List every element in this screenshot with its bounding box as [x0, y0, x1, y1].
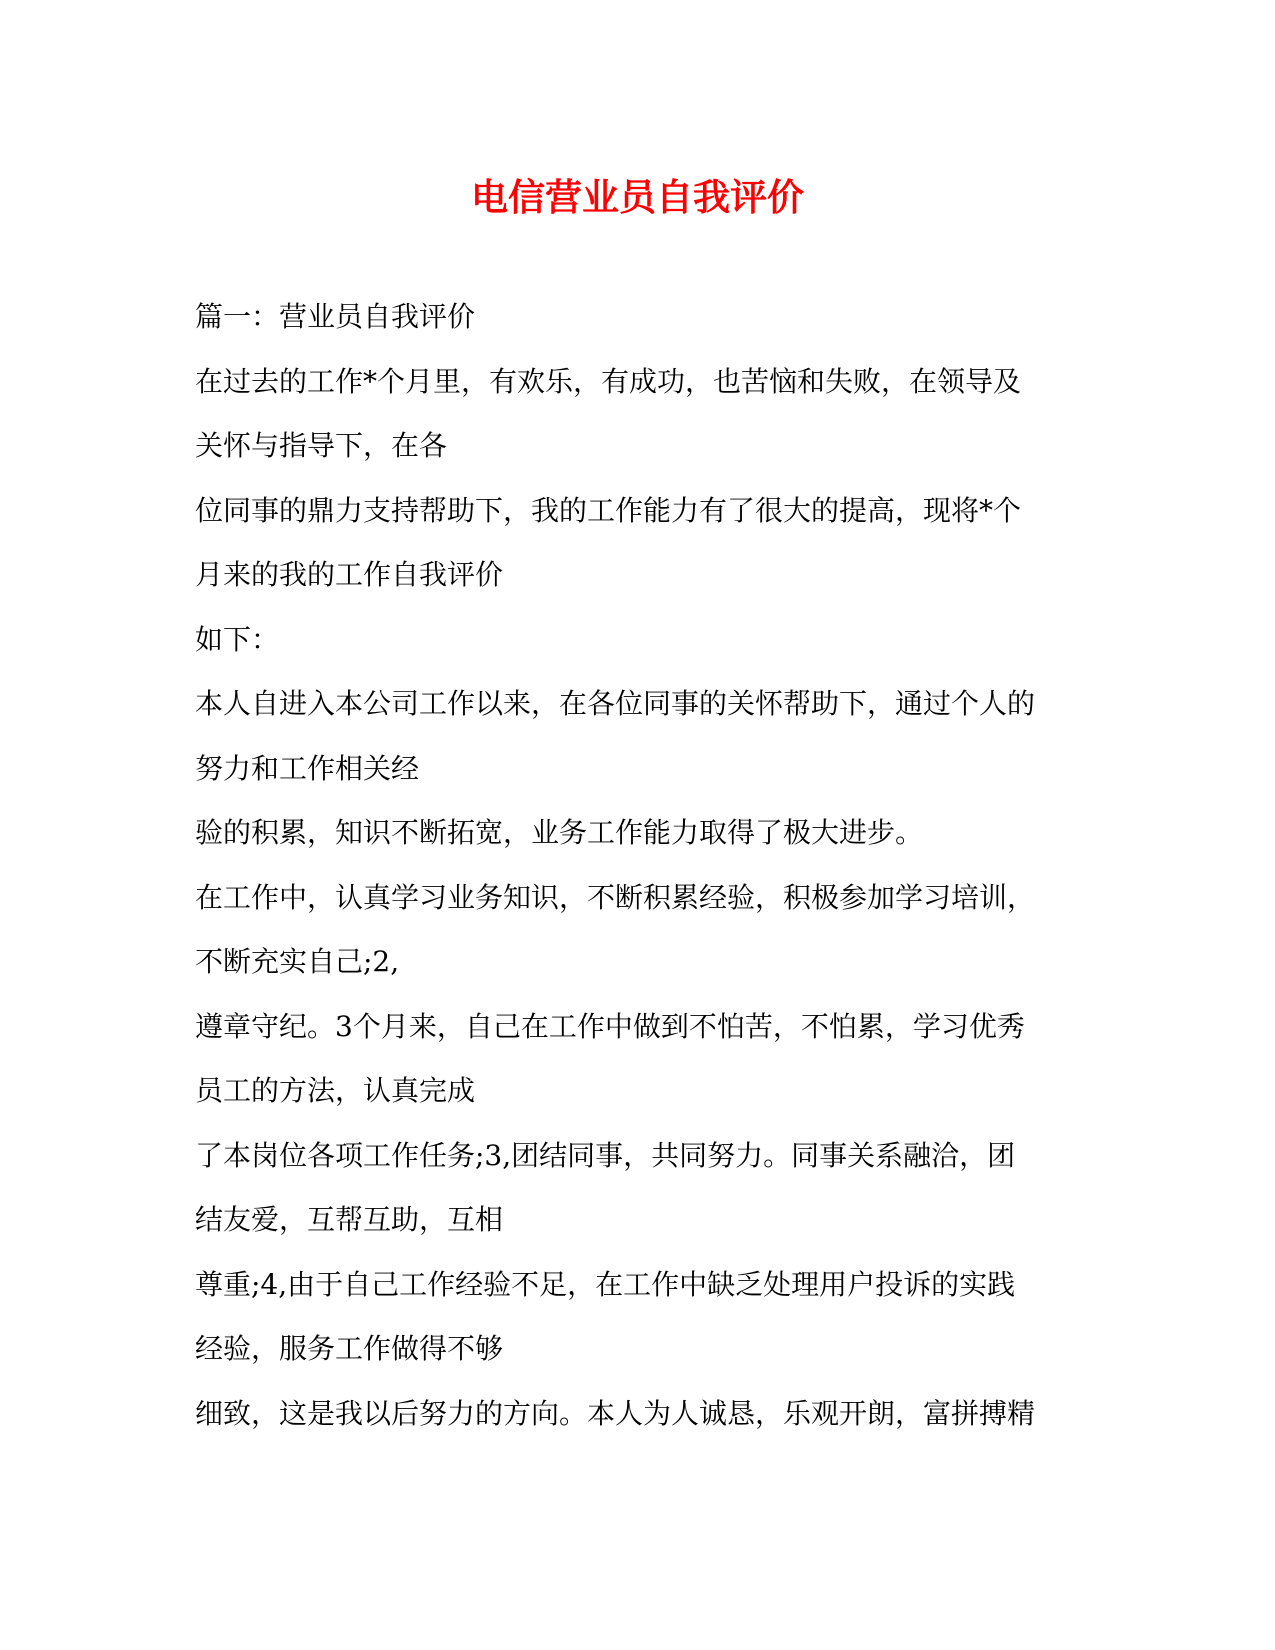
body-line: 结友爱，互帮互助，互相: [195, 1203, 504, 1236]
body-line: 如下：: [195, 622, 280, 656]
body-line: 关怀与指导下，在各: [195, 429, 448, 462]
body-line: 在工作中，认真学习业务知识，不断积累经验，积极参加学习培训，: [195, 880, 1036, 914]
body-line: 尊重;4,由于自己工作经验不足，在工作中缺乏处理用户投诉的实践: [195, 1267, 1016, 1301]
document-title: 电信营业员自我评价: [471, 175, 804, 219]
body-line: 不断充实自己;2,: [195, 945, 400, 978]
body-line: 位同事的鼎力支持帮助下，我的工作能力有了很大的提高，现将*个: [195, 493, 1022, 527]
body-line: 遵章守纪。3个月来，自己在工作中做到不怕苦，不怕累，学习优秀: [195, 1009, 1025, 1043]
body-line: 努力和工作相关经: [195, 751, 420, 785]
body-line: 本人自进入本公司工作以来，在各位同事的关怀帮助下，通过个人的: [195, 687, 1036, 720]
body-line: 篇一：营业员自我评价: [195, 300, 476, 333]
body-line: 在过去的工作*个月里，有欢乐，有成功，也苦恼和失败，在领导及: [195, 364, 1022, 398]
document-body: [195, 285, 1095, 1446]
body-line: 经验，服务工作做得不够: [195, 1332, 504, 1365]
body-line: 细致，这是我以后努力的方向。本人为人诚恳，乐观开朗，富拼搏精: [195, 1396, 1036, 1430]
body-line: 验的积累，知识不断拓宽，业务工作能力取得了极大进步。: [195, 816, 924, 849]
body-line: 月来的我的工作自我评价: [195, 558, 504, 591]
body-line: 员工的方法，认真完成: [195, 1074, 476, 1107]
body-line: 了本岗位各项工作任务;3,团结同事，共同努力。同事关系融洽，团: [195, 1138, 1016, 1172]
